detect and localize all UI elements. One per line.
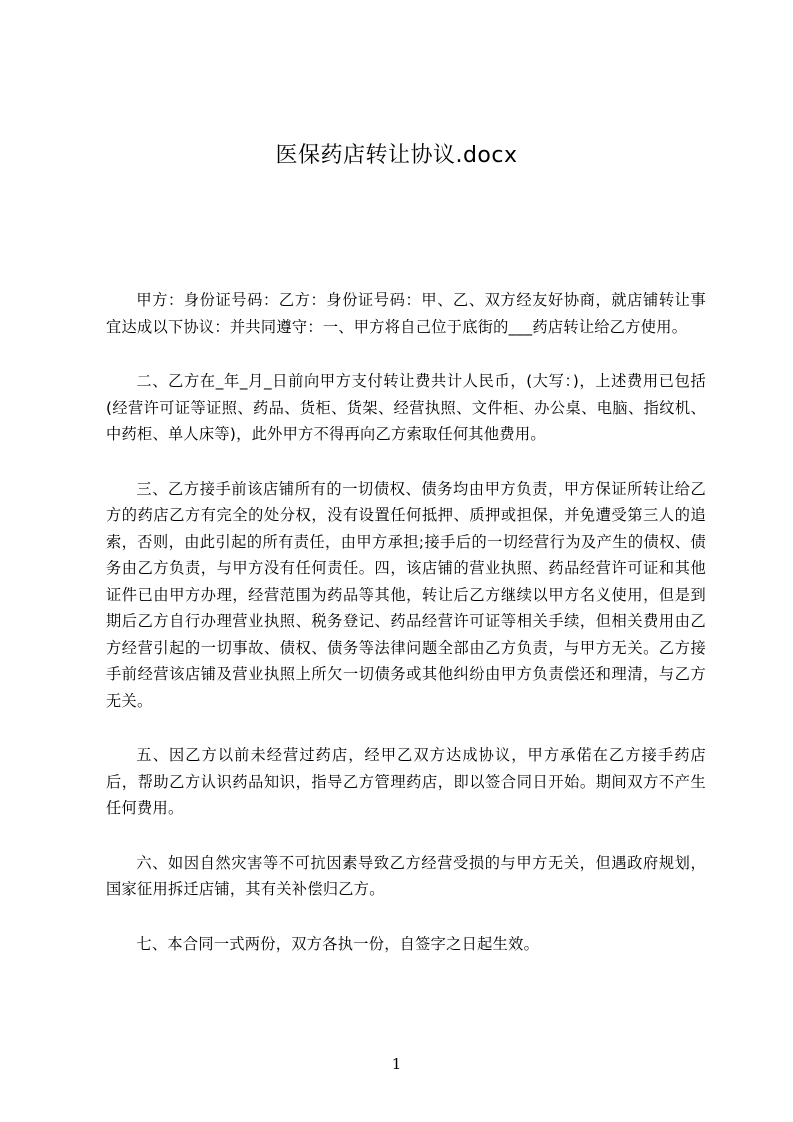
paragraph-clause-2-payment: 二、乙方在_年_月_日前向甲方支付转让费共计人民币，(大写：)，上述费用已包括(经营许可证等证照、药品、货柜、货架、经营执照、文件柜、办公桌、电脑、指纹机、中药柜、单人床等)，此外甲方不得再向乙方索取任何其他费用。 (106, 372, 706, 443)
paragraph-clause-7-effect: 七、本合同一式两份，双方各执一份，自签字之日起生效。 (136, 934, 540, 953)
page-number: 1 (391, 1055, 402, 1073)
document-body (106, 287, 706, 985)
paragraph-parties-clause-1: 甲方：身份证号码：乙方：身份证号码：甲、乙、双方经友好协商，就店铺转让事宜达成以下协议：并共同遵守：一、甲方将自己位于底街的___药店转让给乙方使用。 (106, 291, 706, 336)
paragraph-clause-6-force-majeure: 六、如因自然灾害等不可抗因素导致乙方经营受损的与甲方无关，但遇政府规划，国家征用拆迁店铺，其有关补偿归乙方。 (106, 853, 706, 898)
document-title: 医保药店转让协议.docx (275, 143, 518, 168)
paragraph-clause-3-4-liabilities: 三、乙方接手前该店铺所有的一切债权、债务均由甲方负责，甲方保证所转让给乙方的药店乙方有完全的处分权，没有设置任何抵押、质押或担保，并免遭受第三人的追索，否则，由此引起的所有责任，由甲方承担;接手后的一切经营行为及产生的债权、债务由乙方负责，与甲方没有任何责任。四，该店铺的营业执照、药品经营许可证和其他证件已由甲方办理，经营范围为药品等其他，转让后乙方继续以甲方名义使用，但是到期后乙方自行办理营业执照、税务登记、药品经营许可证等相关手续，但相关费用由乙方经营引起的一切事故、债权、债务等法律问题全部由乙方负责，与甲方无关。乙方接手前经营该店铺及营业执照上所欠一切债务或其他纠纷由甲方负责偿还和理清，与乙方无关。 (106, 479, 706, 710)
paragraph-clause-5-guidance: 五、因乙方以前未经营过药店，经甲乙双方达成协议，甲方承偌在乙方接手药店后，帮助乙方认识药品知识，指导乙方管理药店，即以签合同日开始。期间双方不产生任何费用。 (106, 746, 706, 817)
